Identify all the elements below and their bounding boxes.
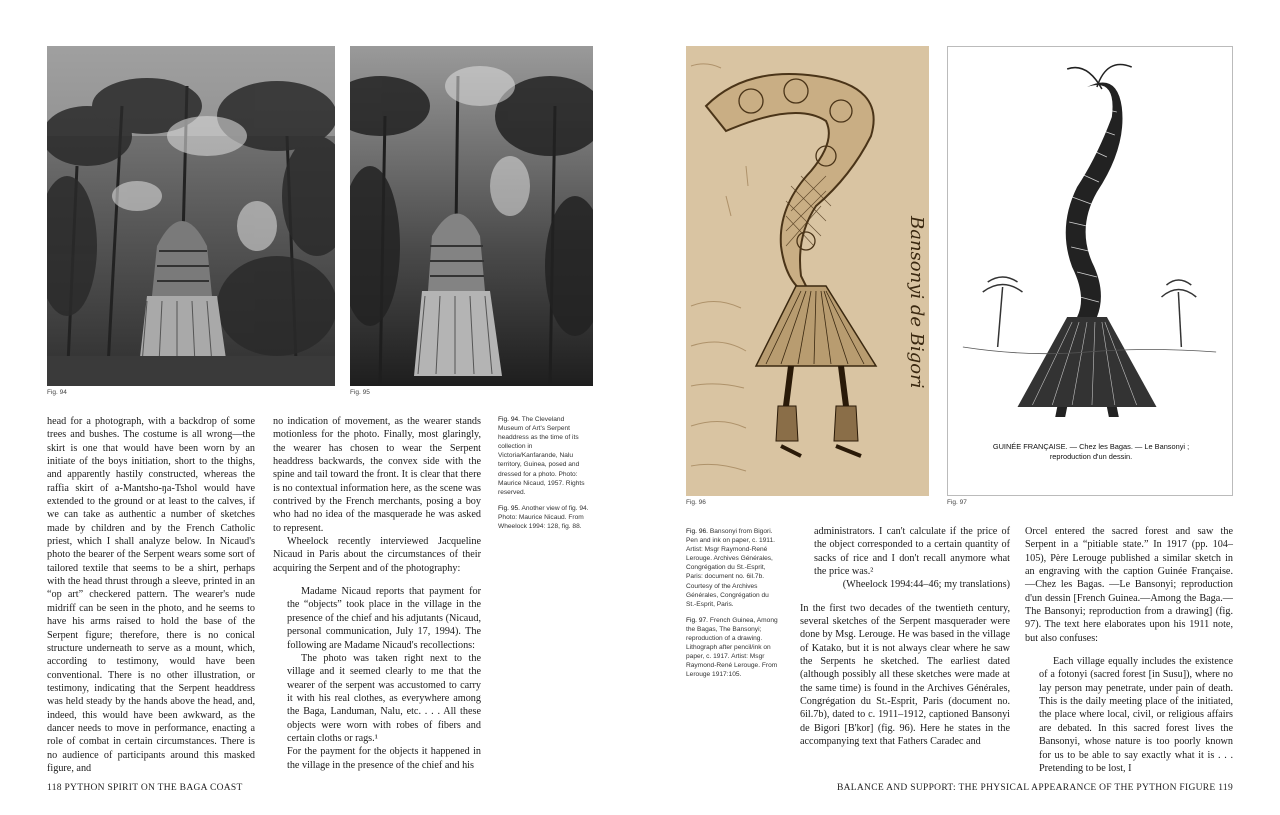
right-running-head: BALANCE AND SUPPORT: THE PHYSICAL APPEARANCE OF THE PYTHON FIGURE 119 [836, 783, 1233, 793]
caption-96-text: Bansonyi from Bigori. Pen and ink on paper, c. 1911. Artist: Msgr Raymond-René Lerouge. Archives Générales, Congrégation du St.-Esprit, Paris: document no. 6il.7b. Courtesy of the Archives Générales, Congrégation du St.-Esprit, Paris. [686, 528, 775, 608]
right-col1-paragraph: In the first two decades of the twentieth century, several sketches of the Serpent masquerader were done by Msg. Lerouge. He was based in the village of Katako, but it is not always clear where he saw the Serpents he sketched. The earliest dated (although possibly all these sketches were made at the same time) is found in the Archives Générales, Congrégation du St.-Esprit, Paris (document no. 6il.7b), dated to c. 1911–1912, captioned Bansonyi de Bigori [B'kor] (fig. 96). Here he states in the accompanying text that Fathers Caradec and [800, 602, 1010, 748]
right-captions [686, 527, 779, 687]
quote-continuation: administrators. I can't calculate if the price of the object corresponded to a certain quantity of sacks of rice and I don't recall anymore what the price was.² [814, 526, 1010, 578]
fig97-caption-line-2: reproduction d'un dessin. [1049, 452, 1133, 461]
quote-paragraph-1: Madame Nicaud reports that payment for the “objects” took place in the village in the presence of the chief and his adjutants (Nicaud, personal communication, July 17, 1994). The following are Madame Nicaud's recollections: [287, 586, 481, 651]
figure-96-label: Fig. 96 [686, 499, 706, 506]
fig97-engraving-caption [948, 442, 1233, 462]
caption-96-title: Fig. 96. [686, 528, 708, 535]
caption-fig-97 [686, 616, 779, 680]
fig97-caption-line-1: GUINÉE FRANÇAISE. — Chez les Bagas. — Le Bansonyi ; [992, 442, 1190, 451]
right-col2-paragraph: Orcel entered the sacred forest and saw the Serpent in a “pitiable state.” In 1917 (pp. 104–105), Père Lerouge published a similar sketch in an engraving with the caption Guinée Française. —Chez les Bagas. —Le Bansonyi; reproduction d'un dessin [French Guinea.—Among the Baga.—The Bansonyi; reproduction from a drawing] (fig. 97). The text here elaborates upon his 1911 note, but also confuses: [1025, 526, 1233, 644]
figure-94-photo [47, 46, 335, 386]
caption-97-title: Fig. 97. [686, 616, 708, 624]
caption-97-text: French Guinea, Among the Bagas, The Bansonyi; reproduction of a drawing. Lithograph after pencil/ink on paper, c. 1917. Artist: Msgr Raymond-René Lerouge. From Lerouge 1917:105. [686, 616, 778, 679]
left-captions [498, 415, 591, 538]
administrators-quote [814, 525, 1010, 592]
lerouge-quote-block [1039, 655, 1233, 775]
figure-95-label: Fig. 95 [350, 389, 370, 396]
figure-95-photo [350, 46, 593, 386]
left-col2-paragraph-1: no indication of movement, as the wearer stands motionless for the photo. Finally, most glaringly, the wearer has chosen to wear the Serpent headdress backwards, the convex side with the spine and tail toward the front. It is clear that there is no contextual information here, as the scene was contrived by the French merchants, posing a boy who had no idea of the masquerade he was asked to represent. [273, 416, 481, 534]
figure-97-label: Fig. 97 [947, 499, 967, 506]
left-running-head: 118 PYTHON SPIRIT ON THE BAGA COAST [47, 783, 243, 793]
lerouge-quote-paragraph: Each village equally includes the existence of a fotonyi (sacred forest [in Susu]), where no lay person may penetrate, under pain of death. This is the daily meeting place of the initiated, the place where local, civil, or religious affairs are debated. In this sacred forest lives the Bansonyi, whose nature is too poorly known for us to be able to say exactly what it is . . . Pretending to be lost, I [1039, 656, 1233, 774]
fig96-sketch-inscription: Bansonyi de Bigori [906, 216, 927, 389]
left-column-2 [273, 415, 481, 772]
right-column-2 [1025, 525, 1233, 775]
caption-fig-95 [498, 504, 591, 531]
caption-94-title: Fig. 94. [498, 416, 520, 423]
caption-94-text: The Cleveland Museum of Art's Serpent headdress as the time of its collection in Victoria/Kanfarande, Nalu territory, Guinea, posed and dressed for a photo. Photo: Maurice Nicaud, 1957. Rights reserved. [498, 416, 585, 496]
nicaud-quote-block [287, 585, 481, 772]
caption-95-title: Fig. 95. [498, 504, 520, 512]
left-col1-paragraph: head for a photograph, with a backdrop of some trees and bushes. The costume is all wrong—the skirt is one that would have been worn by an initiate of the boys initiation, short to the thighs, and apparently hastily constructed, whereas the raffia skirt of a-Mantsho-ŋa-Tshol would have extended to the ground or at least to the calves, if we can take as authentic a number of sketches made by children and by the French Catholic priest, which I shall analyze below. In Nicaud's photo the bearer of the Serpent wears some sort of tailored textile that seems to be a shirt, perhaps with the head thrust through a sleeve, printed in an “op art” checkered pattern. The wearer's nude midriff can be seen in the photo, and he seems to have his arms raised to hold the base of the Serpent figure; therefore, there is no conical structure underneath to serve as a mount, which, according to testimony, would have been conventional. There is no other illustration, or testimony, indicating that the Serpent headdress was held steady by the hands above the head, and, indeed, this would have been awkward, as the dancer needs to move in performance, enacting a role of combat in certain circumstances. There is no audience of participants around this masked figure, and [47, 416, 255, 774]
caption-95-text: Another view of fig. 94. Photo: Maurice Nicaud. From Wheelock 1994: 128, fig. 88. [498, 504, 589, 531]
figure-94-label: Fig. 94 [47, 389, 67, 396]
caption-fig-96 [686, 527, 779, 609]
quote-paragraph-2: The photo was taken right next to the village and it seemed clearly to me that the wearer of the serpent was accustomed to carry it with his real clothes, as everywhere among the Baga, Landuman, Nalu, etc. . . . All these objects were worn with robes of fibers and certain cloths or rags.¹ [287, 652, 481, 744]
figure-97-engraving [947, 46, 1233, 496]
right-column-1 [800, 525, 1010, 749]
quote-citation: (Wheelock 1994:44–46; my translations) [842, 579, 1010, 591]
left-col2-paragraph-2: Wheelock recently interviewed Jacqueline Nicaud in Paris about the circumstances of their acquiring the Serpent and of the photography: [273, 536, 481, 574]
left-column-1 [47, 415, 255, 775]
caption-fig-94 [498, 415, 591, 497]
figure-96-sketch [686, 46, 929, 496]
quote-paragraph-3: For the payment for the objects it happened in the village in the presence of the chief and his [287, 746, 481, 771]
